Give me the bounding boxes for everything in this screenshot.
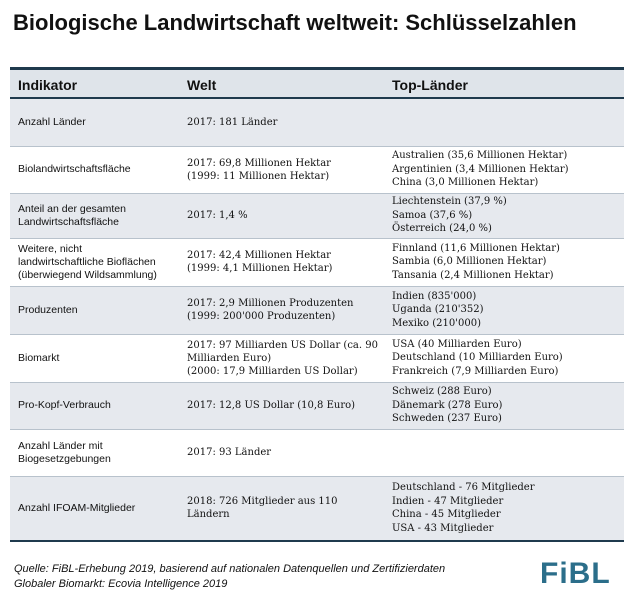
cell-indikator [18,476,183,540]
source-note [14,562,445,592]
cell-indikator-line: landwirtschaftliche Bioflächen [18,255,156,268]
cell-welt-line: (2000: 17,9 Milliarden US Dollar) [187,365,358,377]
row-divider [10,193,624,194]
cell-top-laender-line: Liechtenstein (37,9 %) [392,196,507,208]
cell-welt-line: 2017: 12,8 US Dollar (10,8 Euro) [187,400,356,411]
cell-welt [187,238,383,286]
cell-top-laender-line: Indien - 47 Mitglieder [392,495,504,507]
cell-top-laender-line: China (3,0 Millionen Hektar) [392,177,539,189]
source-line: Quelle: FiBL-Erhebung 2019, basierend auf nationalen Datenquellen und Zertifizierdaten [14,563,446,575]
cell-indikator-line: Produzenten [18,303,78,316]
cell-top-laender-line: USA - 43 Mitglieder [392,522,494,534]
cell-top-laender [392,476,622,540]
cell-top-laender-line: Indien (835'000) [392,290,477,302]
cell-top-laender-line: Uganda (210'352) [392,304,484,316]
cell-top-laender-line: Mexiko (210'000) [392,317,481,329]
header-indikator: Indikator [18,77,78,93]
cell-welt-line: 2017: 93 Länder [187,447,272,458]
table-header [10,70,624,97]
cell-indikator-line: (überwiegend Wildsammlung) [18,268,157,281]
cell-welt [187,476,383,540]
source-line: Globaler Biomarkt: Ecovia Intelligence 2019 [14,578,228,590]
cell-top-laender [392,146,622,193]
cell-top-laender-line: Dänemark (278 Euro) [392,399,503,411]
header-welt: Welt [187,77,217,93]
cell-top-laender-line: Finnland (11,6 Millionen Hektar) [392,242,560,254]
row-divider [10,238,624,239]
table-row [10,146,624,193]
cell-indikator-line: Anteil an der gesamten [18,202,126,215]
cell-welt-line: 2017: 42,4 Millionen Hektar [187,250,331,261]
cell-welt [187,429,383,476]
cell-top-laender-line: Deutschland - 76 Mitglieder [392,482,535,493]
cell-indikator [18,99,183,146]
cell-top-laender-line: Australien (35,6 Millionen Hektar) [392,150,568,162]
row-divider [10,334,624,335]
cell-welt-line: 2018: 726 Mitglieder aus 110 [187,496,338,507]
cell-welt [187,99,383,146]
cell-indikator [18,382,183,429]
cell-indikator [18,146,183,193]
table-row [10,238,624,286]
row-divider [10,476,624,477]
cell-indikator [18,193,183,238]
row-divider [10,146,624,147]
cell-welt [187,382,383,429]
cell-welt-line: (1999: 200'000 Produzenten) [187,311,336,322]
cell-welt-line: 2017: 2,9 Millionen Produzenten [187,298,354,309]
cell-welt [187,334,383,382]
table-row [10,382,624,429]
cell-top-laender-line: Argentinien (3,4 Millionen Hektar) [392,163,569,175]
cell-indikator-line: Weitere, nicht [18,242,82,255]
cell-indikator-line: Anzahl IFOAM-Mitglieder [18,501,136,514]
table-bottom-rule [10,540,624,542]
cell-top-laender [392,382,622,429]
table-row [10,193,624,238]
cell-top-laender [392,286,622,334]
cell-top-laender [392,99,622,146]
cell-welt-line: (1999: 11 Millionen Hektar) [187,170,330,182]
cell-top-laender [392,429,622,476]
table-row [10,99,624,146]
cell-indikator-line: Anzahl Länder [18,116,86,128]
cell-indikator-line: Biogesetzgebungen [18,452,111,465]
cell-indikator [18,334,183,382]
cell-welt-line: (1999: 4,1 Millionen Hektar) [187,263,333,274]
row-divider [10,286,624,287]
cell-indikator-line: Biolandwirtschaftsfläche [18,163,131,175]
header-top-laender: Top-Länder [392,77,468,93]
cell-top-laender [392,193,622,238]
cell-indikator-line: Anzahl Länder mit [18,439,103,452]
cell-indikator [18,238,183,286]
cell-welt-line: Milliarden Euro) [187,352,272,364]
row-divider [10,429,624,430]
page-title: Biologische Landwirtschaft weltweit: Schlüsselzahlen [13,10,577,35]
table-row [10,476,624,540]
cell-top-laender [392,238,622,286]
table-row [10,286,624,334]
row-divider [10,382,624,383]
table-row [10,334,624,382]
cell-welt-line: 2017: 181 Länder [187,117,278,128]
cell-top-laender-line: Deutschland (10 Milliarden Euro) [392,352,563,364]
cell-indikator-line: Pro-Kopf-Verbrauch [18,399,111,411]
cell-welt [187,146,383,193]
cell-indikator [18,429,183,476]
cell-welt [187,193,383,238]
cell-welt-line: 2017: 1,4 % [187,210,248,221]
table-row [10,429,624,476]
cell-top-laender-line: Schweiz (288 Euro) [392,386,492,398]
cell-top-laender-line: Österreich (24,0 %) [392,223,492,235]
cell-welt-line: 2017: 69,8 Millionen Hektar [187,157,331,169]
cell-welt-line: 2017: 97 Milliarden US Dollar (ca. 90 [187,339,378,351]
cell-top-laender-line: Sambia (6,0 Millionen Hektar) [392,256,547,268]
cell-indikator-line: Landwirtschaftsfläche [18,215,119,228]
cell-indikator [18,286,183,334]
cell-top-laender-line: Tansania (2,4 Millionen Hektar) [392,269,554,281]
cell-top-laender-line: Frankreich (7,9 Milliarden Euro) [392,365,559,377]
fibl-logo: FiBL [540,557,611,590]
cell-indikator-line: Biomarkt [18,351,60,364]
cell-top-laender-line: USA (40 Milliarden Euro) [392,338,522,350]
cell-top-laender-line: Schweden (237 Euro) [392,413,502,425]
cell-welt [187,286,383,334]
cell-welt-line: Ländern [187,509,230,520]
cell-top-laender-line: China - 45 Mitglieder [392,509,501,520]
cell-top-laender-line: Samoa (37,6 %) [392,209,473,221]
cell-top-laender [392,334,622,382]
